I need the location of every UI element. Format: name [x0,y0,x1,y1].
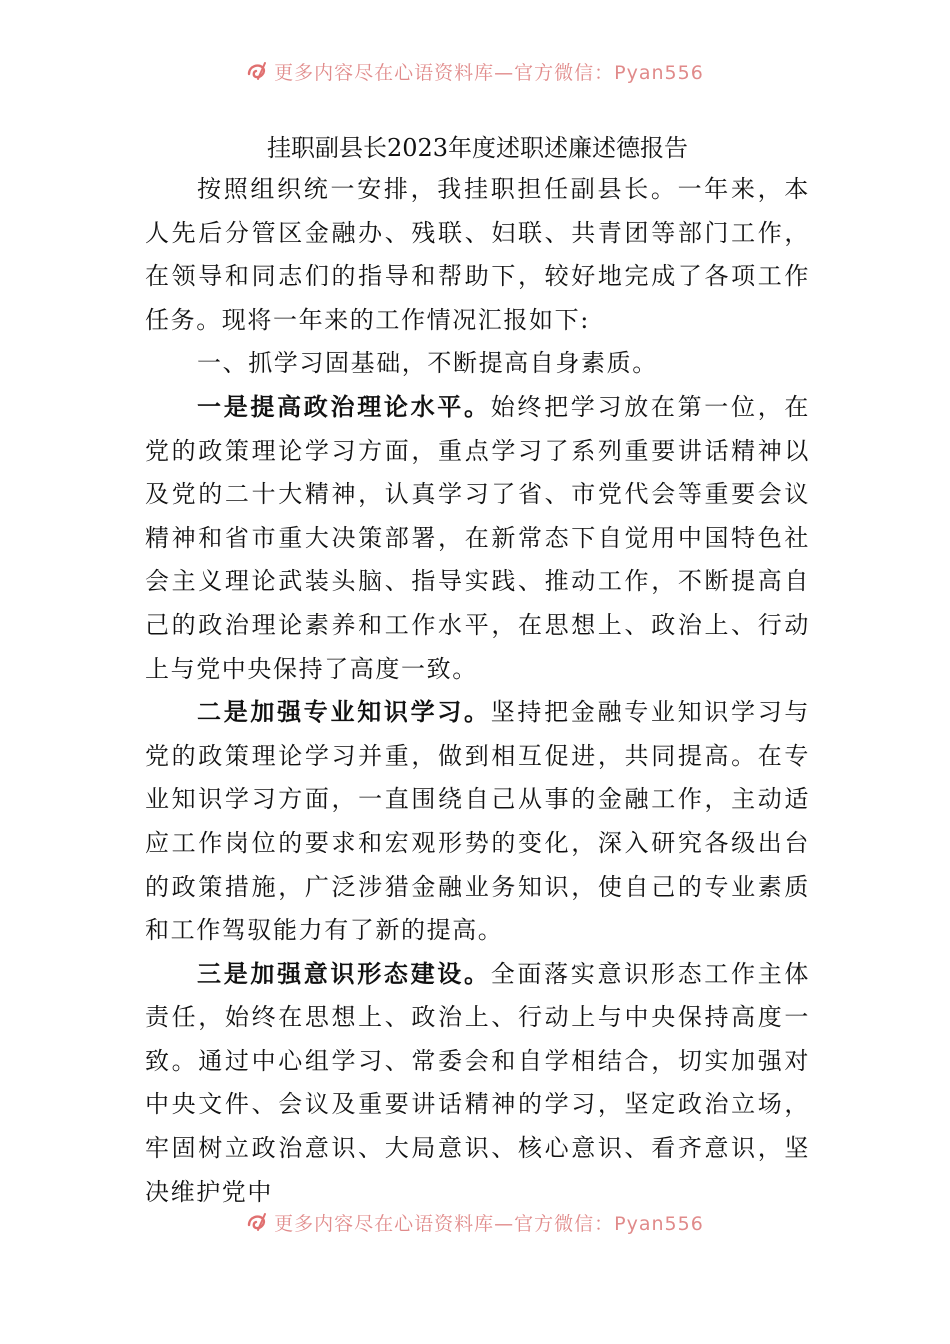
document-body [145,128,810,1214]
watermark-text: 更多内容尽在心语资料库—官方微信：Pyan556 [274,1212,704,1235]
section-heading-1: 一、抓学习固基础，不断提高自身素质。 [197,349,658,378]
paragraph-text: 始终把学习放在第一位，在党的政策理论学习方面，重点学习了系列重要讲话精神以及党的二十大精神，认真学习了省、市党代会等重要会议精神和省市重大决策部署，在新常态下自觉用中国特色社会主义理论武装头脑、指导实践、推动工作，不断提高自己的政治理论素养和工作水平，在思想上、政治上、行动上与党中央保持了高度一致。 [145,392,810,683]
intro-paragraph: 按照组织统一安排，我挂职担任副县长。一年来，本人先后分管区金融办、残联、妇联、共青团等部门工作，在领导和同志们的指导和帮助下，较好地完成了各项工作任务。现将一年来的工作情况汇报如下: [145,175,810,334]
paragraph-ideology [145,953,810,1215]
paragraph-lead: 一是提高政治理论水平。 [197,392,491,421]
footer-watermark [0,1207,950,1237]
paragraph-politics [145,386,810,691]
paragraph-text: 坚持把金融专业知识学习与党的政策理论学习并重，做到相互促进，共同提高。在专业知识学习方面，一直围绕自己从事的金融工作，主动适应工作岗位的要求和宏观形势的变化，深入研究各级出台的政策措施，广泛涉猎金融业务知识，使自己的专业素质和工作驾驭能力有了新的提高。 [145,698,810,945]
paragraph-lead: 二是加强专业知识学习。 [197,698,491,727]
document-title: 挂职副县长2023年度述职述廉述德报告 [266,134,689,162]
header-watermark [0,56,950,86]
watermark-logo-icon [246,60,268,82]
watermark-text: 更多内容尽在心语资料库—官方微信：Pyan556 [274,61,704,84]
watermark-logo-icon [246,1211,268,1233]
paragraph-text: 全面落实意识形态工作主体责任，始终在思想上、政治上、行动上与中央保持高度一致。通过中心组学习、常委会和自学相结合，切实加强对中央文件、会议及重要讲话精神的学习，坚定政治立场，牢固树立政治意识、大局意识、核心意识、看齐意识，坚决维护党中 [145,959,810,1206]
paragraph-lead: 三是加强意识形态建设。 [197,959,491,988]
paragraph-professional [145,691,810,953]
